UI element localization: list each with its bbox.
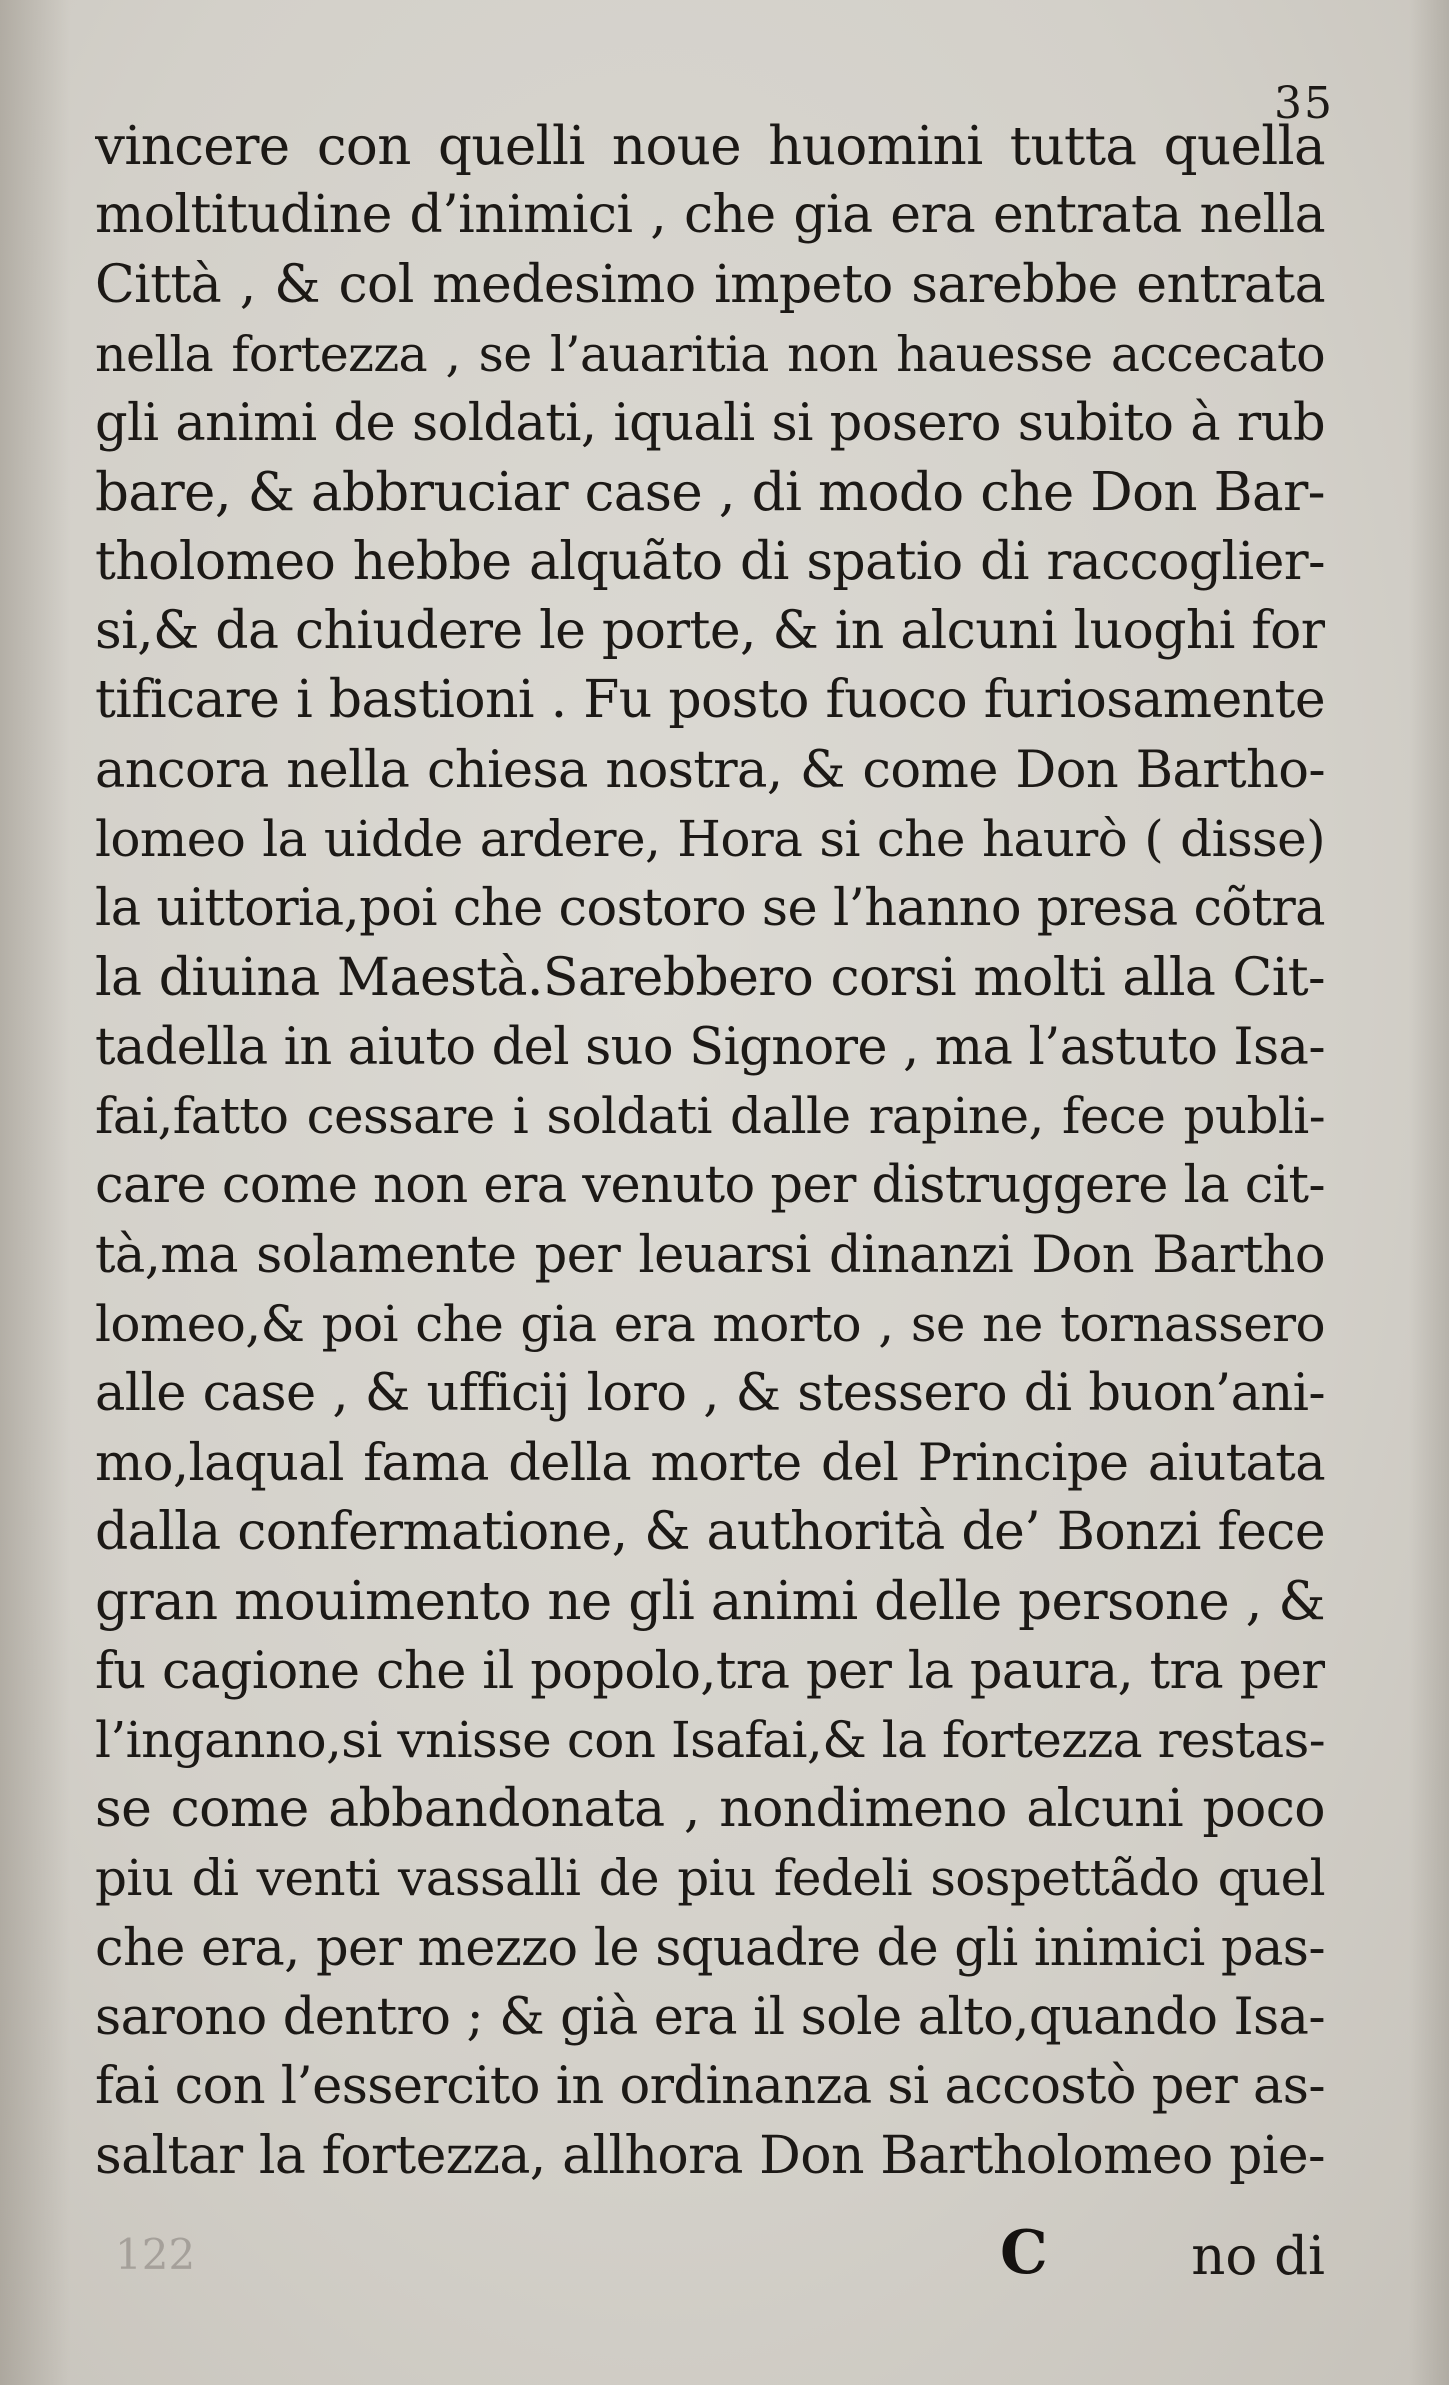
text-line: la uittoria,poi che costoro se l’hanno presa cõtra (95, 879, 1325, 939)
text-line: se come abbandonata , nondimeno alcuni poco (95, 1779, 1325, 1840)
text-line: tificare i bastioni . Fu posto fuoco furiosamente (95, 670, 1325, 731)
text-line: si,& da chiudere le porte, & in alcuni luoghi for (95, 601, 1325, 662)
page-footer (95, 2218, 1325, 2298)
text-line: che era, per mezzo le squadre de gli inimici pas- (95, 1918, 1325, 1978)
text-line: tholomeo hebbe alquãto di spatio di raccoglier- (95, 531, 1325, 592)
text-line: sarono dentro ; & già era il sole alto,quando Isa- (95, 1988, 1325, 2048)
spine-shadow (0, 0, 70, 2385)
text-line: fu cagione che il popolo,tra per la paura, tra per (95, 1641, 1325, 1701)
text-line: la diuina Maestà.Sarebbero corsi molti alla Cit- (95, 947, 1325, 1008)
signature-mark: C (1000, 2218, 1048, 2288)
text-line: fai con l’essercito in ordinanza si accostò per as- (95, 2057, 1325, 2117)
text-line: nella fortezza , se l’auaritia non hauesse accecato (95, 325, 1325, 383)
text-line: mo,laqual fama della morte del Principe aiutata (95, 1433, 1325, 1493)
text-line: Città , & col medesimo impeto sarebbe entrata (95, 254, 1325, 315)
text-line: lomeo,& poi che gia era morto , se ne tornassero (95, 1295, 1325, 1354)
text-line: piu di venti vassalli de piu fedeli sospettãdo quel (95, 1849, 1325, 1908)
catchword: no di (1191, 2226, 1325, 2287)
text-line: ancora nella chiesa nostra, & come Don Bartho- (95, 740, 1325, 800)
text-line: bare, & abbruciar case , di modo che Don Bar- (95, 462, 1325, 524)
text-line: fai,fatto cessare i soldati dalle rapine, fece publi- (95, 1087, 1325, 1146)
text-line: alle case , & ufficij loro , & stessero di buon’ani- (95, 1364, 1325, 1424)
text-line: tà,ma solamente per leuarsi dinanzi Don Bartho (95, 1225, 1325, 1285)
text-line: dalla confermatione, & authorità de’ Bonzi fece (95, 1501, 1325, 1562)
text-line: care come non era venuto per distruggere la cit- (95, 1156, 1325, 1216)
text-line: vincere con quelli noue huomini tutta quella (95, 116, 1325, 177)
text-line: tadella in aiuto del suo Signore , ma l’astuto Isa- (95, 1017, 1325, 1077)
text-line: lomeo la uidde ardere, Hora si che haurò ( disse) (95, 809, 1325, 868)
text-line: moltitudine d’inimici , che gia era entrata nella (95, 185, 1325, 246)
text-line: gran mouimento ne gli animi delle persone , & (95, 1571, 1325, 1633)
text-line: l’inganno,si vnisse con Isafai,& la fortezza restas- (95, 1710, 1325, 1769)
page-number: 35 (1274, 78, 1334, 129)
body-text (95, 112, 1325, 2191)
text-line: gli animi de soldati, iquali si posero subito à rub (95, 394, 1325, 454)
faint-library-mark: 122 (115, 2230, 196, 2279)
page-edge-shadow (1409, 0, 1449, 2385)
text-line: saltar la fortezza, allhora Don Bartholomeo pie- (95, 2125, 1325, 2186)
